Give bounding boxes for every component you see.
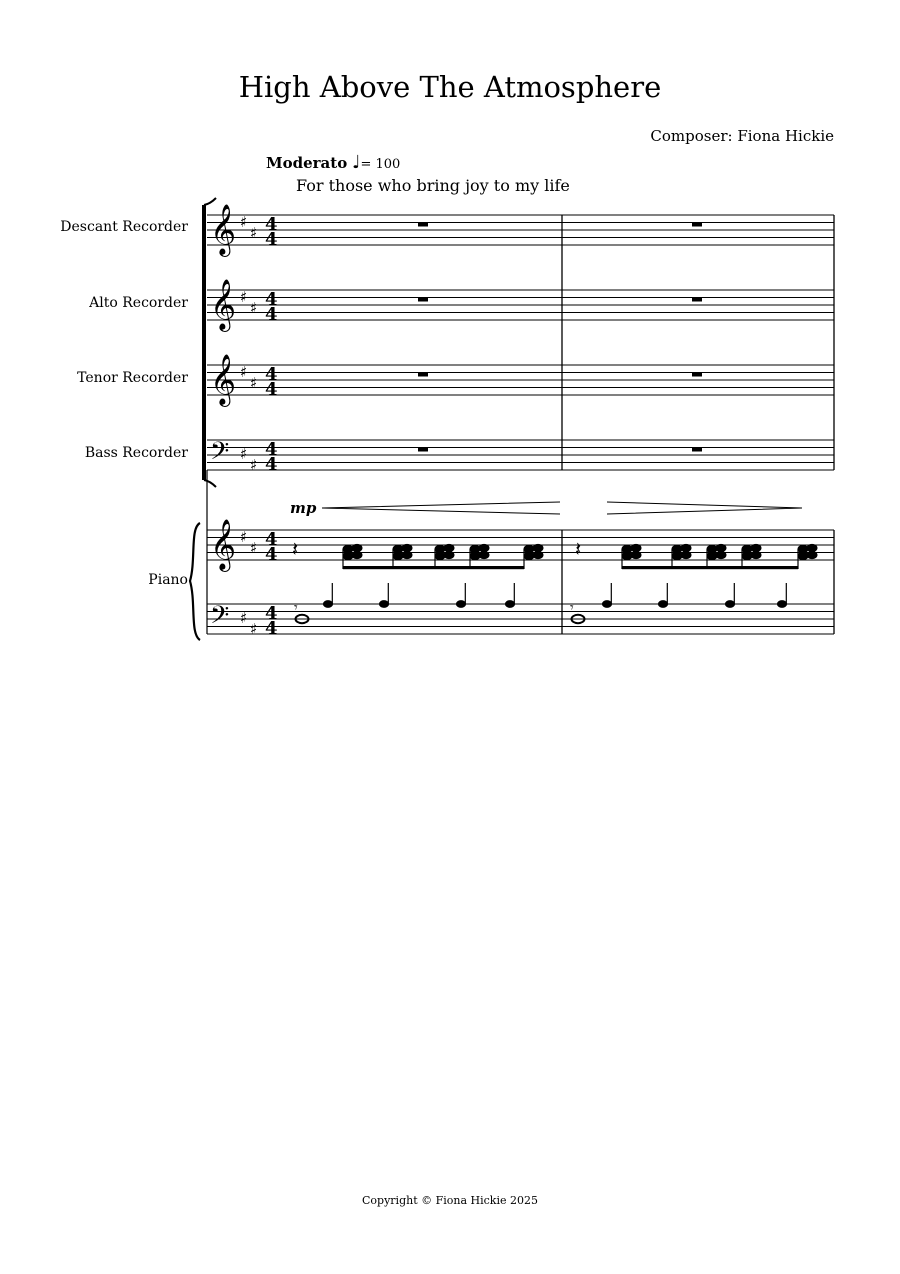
svg-text:4: 4 <box>265 439 278 460</box>
staff-piano-bass <box>207 604 834 634</box>
chord-notehead <box>798 552 808 559</box>
staff-lines <box>207 215 834 634</box>
svg-text:♯: ♯ <box>250 456 258 474</box>
quarter-note-icon: ♩ <box>351 152 361 173</box>
piano-bass-notes <box>294 583 787 623</box>
beam <box>343 566 524 569</box>
eighth-notehead <box>602 601 611 608</box>
chord-notehead <box>402 551 412 558</box>
instrument-name-bass: Bass Recorder <box>84 445 188 461</box>
key-signatures <box>240 213 257 638</box>
svg-text:♯: ♯ <box>250 374 258 392</box>
staff-alto <box>207 290 834 320</box>
eighth-rest-icon: 𝄾 <box>570 600 574 616</box>
chord-notehead <box>524 545 534 552</box>
eighth-rest-icon: 𝄾 <box>294 600 298 616</box>
chord-notehead <box>631 544 641 551</box>
chord-notehead <box>435 545 445 552</box>
eighth-notehead <box>505 601 514 608</box>
treble-clef-icon: 𝄞 <box>210 519 237 570</box>
eighth-notehead <box>379 601 388 608</box>
chord-notehead <box>742 545 752 552</box>
piano-treble-notes <box>292 537 817 569</box>
dynamic-mp: mp <box>290 499 317 517</box>
chord-notehead <box>807 551 817 558</box>
svg-text:4: 4 <box>265 529 278 550</box>
dedication: For those who bring joy to my life <box>296 176 570 195</box>
chord-notehead <box>533 544 543 551</box>
decrescendo-hairpin <box>607 502 802 514</box>
chord-notehead <box>479 544 489 551</box>
tempo-label: Moderato <box>266 154 348 172</box>
eighth-notehead <box>658 601 667 608</box>
staff-tenor <box>207 365 834 395</box>
svg-text:4: 4 <box>265 214 278 235</box>
chord-notehead <box>435 552 445 559</box>
svg-text:4: 4 <box>265 454 278 475</box>
whole-rests <box>418 223 702 452</box>
chord-notehead <box>681 551 691 558</box>
quarter-rest-icon: 𝄽 <box>575 537 582 561</box>
chord-notehead <box>470 545 480 552</box>
chord-notehead <box>533 551 543 558</box>
piano-brace <box>190 523 200 640</box>
svg-text:4: 4 <box>265 304 278 325</box>
chord-notehead <box>751 544 761 551</box>
chord-notehead <box>479 551 489 558</box>
quarter-rest-icon: 𝄽 <box>292 537 299 561</box>
instrument-name-descant: Descant Recorder <box>60 219 188 235</box>
svg-text:♯: ♯ <box>240 528 248 546</box>
hairpins <box>322 502 802 514</box>
time-signatures <box>265 214 278 639</box>
crescendo-hairpin <box>322 502 560 514</box>
svg-text:4: 4 <box>265 379 278 400</box>
staff-bass-recorder <box>207 440 834 470</box>
composer-credit: Composer: Fiona Hickie <box>650 127 834 145</box>
svg-text:4: 4 <box>265 603 278 624</box>
chord-notehead <box>807 544 817 551</box>
svg-text:♯: ♯ <box>250 299 258 317</box>
chord-notehead <box>672 545 682 552</box>
score-title: High Above The Atmosphere <box>238 70 662 104</box>
eighth-notehead <box>323 601 332 608</box>
svg-text:♯: ♯ <box>250 224 258 242</box>
chord-notehead <box>681 544 691 551</box>
chord-notehead <box>343 545 353 552</box>
svg-text:♯: ♯ <box>240 363 248 381</box>
svg-text:♯: ♯ <box>240 213 248 231</box>
bass-clef-icon: 𝄢 <box>210 601 230 636</box>
copyright-footer: Copyright © Fiona Hickie 2025 <box>362 1194 538 1207</box>
eighth-notehead <box>456 601 465 608</box>
chord-notehead <box>672 552 682 559</box>
svg-text:♯: ♯ <box>240 609 248 627</box>
treble-clef-icon: 𝄞 <box>210 354 237 405</box>
instrument-name-alto: Alto Recorder <box>89 295 188 311</box>
treble-clef-icon: 𝄞 <box>210 279 237 330</box>
beam <box>622 566 798 569</box>
svg-text:♯: ♯ <box>240 288 248 306</box>
tempo-value: = 100 <box>360 157 401 172</box>
svg-text:♯: ♯ <box>240 445 248 463</box>
chord-notehead <box>393 552 403 559</box>
chord-notehead <box>444 551 454 558</box>
staff-piano-treble <box>207 530 834 560</box>
chord-notehead <box>707 552 717 559</box>
chord-notehead <box>622 545 632 552</box>
svg-text:4: 4 <box>265 289 278 310</box>
instrument-name-piano: Piano <box>148 572 188 588</box>
svg-text:♯: ♯ <box>250 620 258 638</box>
svg-text:4: 4 <box>265 229 278 250</box>
chord-notehead <box>798 545 808 552</box>
chord-notehead <box>524 552 534 559</box>
staff-descant <box>207 215 834 245</box>
chord-notehead <box>631 551 641 558</box>
chord-notehead <box>402 544 412 551</box>
chord-notehead <box>444 544 454 551</box>
chord-notehead <box>352 544 362 551</box>
treble-clef-icon: 𝄞 <box>210 204 237 255</box>
svg-text:4: 4 <box>265 618 278 639</box>
svg-text:4: 4 <box>265 544 278 565</box>
chord-notehead <box>751 551 761 558</box>
clefs <box>210 204 236 636</box>
chord-notehead <box>470 552 480 559</box>
chord-notehead <box>707 545 717 552</box>
bass-clef-icon: 𝄢 <box>210 437 230 472</box>
chord-notehead <box>393 545 403 552</box>
chord-notehead <box>343 552 353 559</box>
chord-notehead <box>352 551 362 558</box>
eighth-notehead <box>725 601 734 608</box>
svg-text:♯: ♯ <box>250 539 258 557</box>
chord-notehead <box>716 551 726 558</box>
svg-text:4: 4 <box>265 364 278 385</box>
chord-notehead <box>742 552 752 559</box>
chord-notehead <box>622 552 632 559</box>
barlines <box>562 215 834 634</box>
chord-notehead <box>716 544 726 551</box>
eighth-notehead <box>777 601 786 608</box>
instrument-name-tenor: Tenor Recorder <box>77 370 188 386</box>
